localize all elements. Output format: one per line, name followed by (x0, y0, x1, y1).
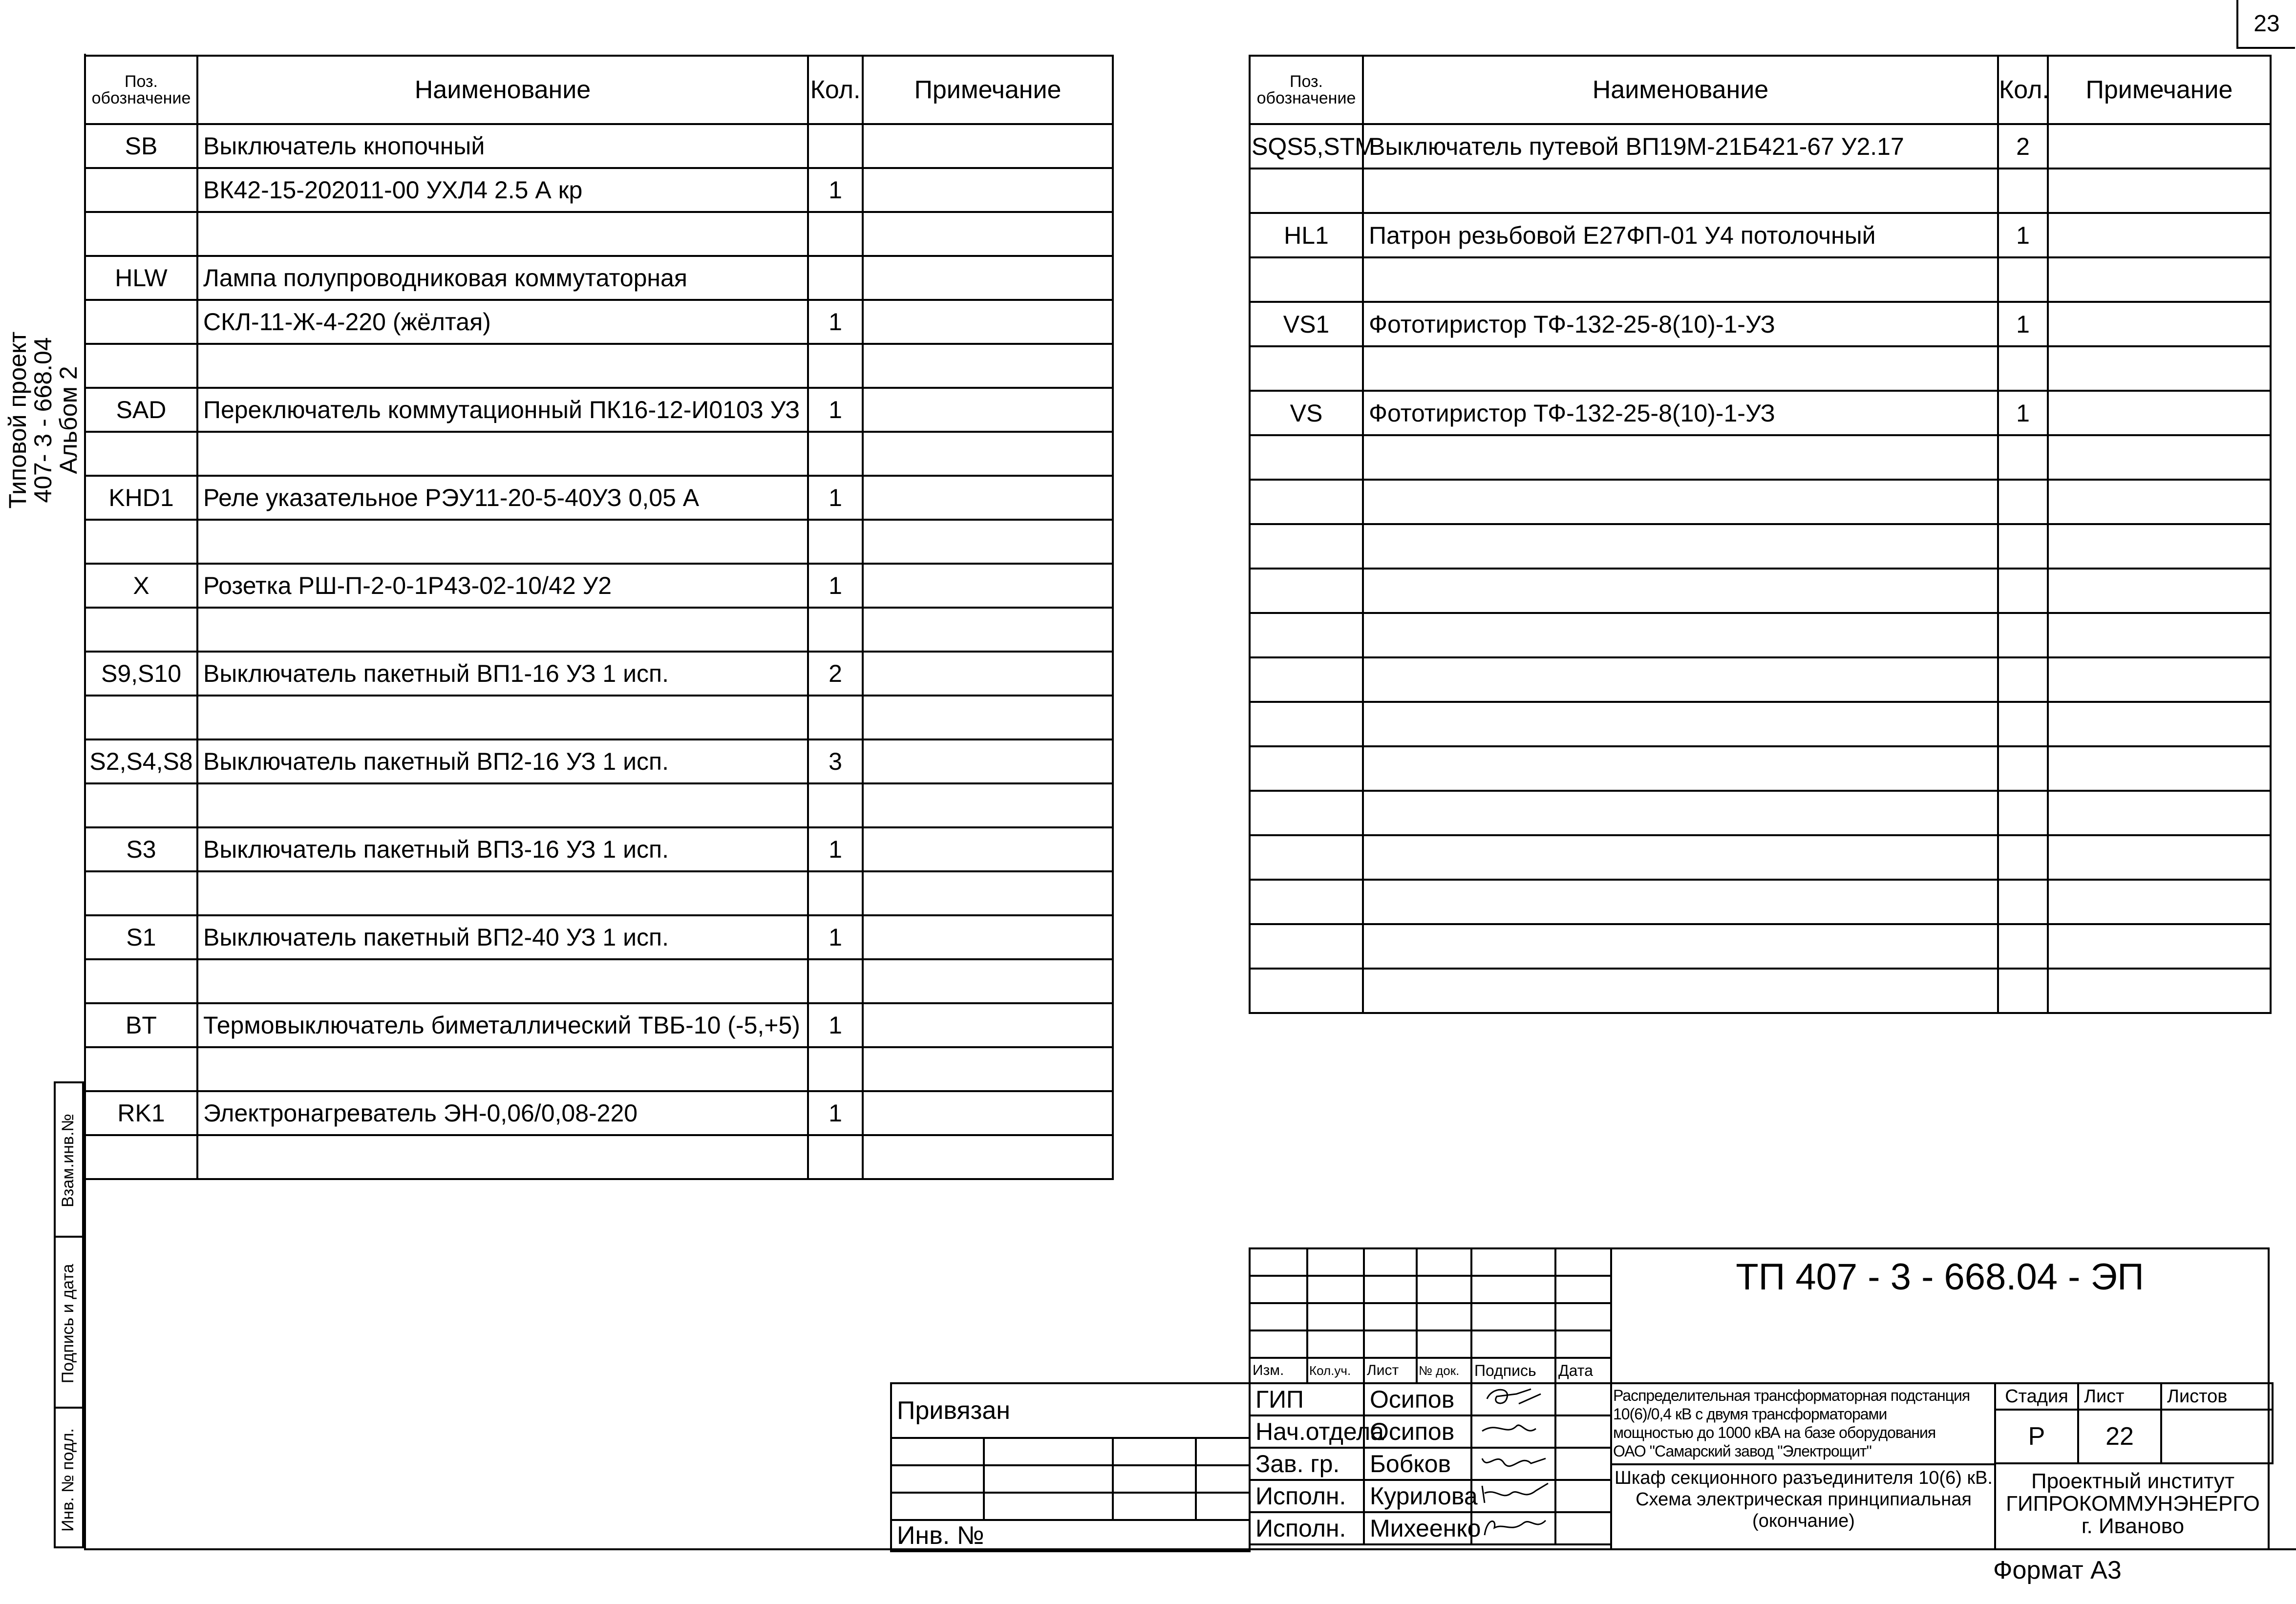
table-row (1250, 702, 2271, 746)
qty-cell (1998, 480, 2048, 524)
note-cell (2048, 835, 2271, 880)
position-cell: VS1 (1250, 302, 1363, 346)
name-cell: Термовыключатель биметаллический ТВБ-10 (-5,+5) (197, 1003, 808, 1047)
note-cell (2048, 880, 2271, 924)
binding-title: Привязан (891, 1383, 1250, 1438)
qty-cell (1998, 613, 2048, 657)
name-cell (1363, 569, 1998, 613)
note-cell (863, 212, 1113, 256)
qty-cell (1998, 169, 2048, 213)
signature-image (1471, 1448, 1555, 1480)
project-title: Распределительная трансформаторная подстанция 10(6)/0,4 кВ с двумя трансформаторами мощностью до 1000 кВА на базе оборудования ОАО "Самарский завод "Электрощит" (1613, 1387, 1970, 1460)
position-cell: SAD (85, 388, 197, 432)
organization: Проектный институт ГИПРОКОММУНЭНЕРГО г. Иваново (2006, 1469, 2260, 1538)
table-row (85, 256, 1113, 300)
qty-cell: 1 (808, 168, 863, 212)
signature-image (1471, 1480, 1555, 1512)
role: Исполн. (1250, 1512, 1364, 1544)
name-cell (1363, 257, 1998, 302)
position-cell: KHD1 (85, 476, 197, 520)
qty-cell (808, 608, 863, 652)
position-cell (1250, 835, 1363, 880)
table-row (85, 300, 1113, 344)
table-row (1250, 969, 2271, 1013)
col-date: Дата (1555, 1358, 1611, 1383)
table-row (85, 871, 1113, 915)
position-cell: SB (85, 124, 197, 168)
note-header: Примечание (863, 56, 1113, 124)
qty-cell (808, 696, 863, 739)
qty-cell (1998, 969, 2048, 1013)
position-cell: BT (85, 1003, 197, 1047)
table-row (1250, 835, 2271, 880)
position-cell (1250, 169, 1363, 213)
qty-cell (808, 1135, 863, 1179)
position-cell: S1 (85, 915, 197, 959)
name-cell: СКЛ-11-Ж-4-220 (жёлтая) (197, 300, 808, 344)
note-cell (863, 1003, 1113, 1047)
position-cell (85, 1047, 197, 1091)
qty-cell (1998, 702, 2048, 746)
note-cell (2048, 569, 2271, 613)
name-cell (1363, 702, 1998, 746)
field-inv-podl: Инв. № подл. (59, 1428, 77, 1532)
name-cell: Выключатель пакетный ВП3-16 УЗ 1 исп. (197, 827, 808, 871)
qty-cell: 2 (1998, 124, 2048, 169)
note-cell (863, 300, 1113, 344)
signature-image (1471, 1383, 1555, 1415)
qty-header: Кол. (808, 56, 863, 124)
note-cell (863, 739, 1113, 783)
qty-cell: 1 (808, 1003, 863, 1047)
stamp-signatures (1249, 1247, 1612, 1545)
position-cell: HL1 (1250, 213, 1363, 257)
format-label: Формат А3 (1993, 1556, 2122, 1584)
note-cell (863, 1091, 1113, 1135)
qty-cell (808, 344, 863, 388)
note-cell (863, 827, 1113, 871)
table-row (1250, 791, 2271, 835)
role: Исполн. (1250, 1480, 1364, 1512)
position-cell (85, 432, 197, 476)
table-row (1250, 480, 2271, 524)
role: Нач.отдела (1250, 1415, 1364, 1448)
note-cell (863, 652, 1113, 696)
qty-cell (808, 871, 863, 915)
note-cell (863, 1135, 1113, 1179)
role: Зав. гр. (1250, 1448, 1364, 1480)
note-cell (2048, 124, 2271, 169)
table-row (85, 608, 1113, 652)
table-row (1250, 346, 2271, 391)
signature-image (1471, 1512, 1555, 1544)
note-cell (2048, 213, 2271, 257)
note-cell (863, 915, 1113, 959)
name-cell (1363, 924, 1998, 969)
table-row (85, 696, 1113, 739)
stage-label: Стадия (1995, 1383, 2078, 1410)
note-cell (863, 783, 1113, 827)
position-cell (85, 959, 197, 1003)
position-cell (1250, 346, 1363, 391)
note-cell (863, 1047, 1113, 1091)
position-cell (85, 1135, 197, 1179)
qty-cell: 1 (808, 1091, 863, 1135)
table-row (85, 652, 1113, 696)
qty-cell: 1 (1998, 302, 2048, 346)
qty-cell (808, 959, 863, 1003)
qty-cell: 1 (808, 564, 863, 608)
binding-inv: Инв. № (891, 1520, 1250, 1551)
person: Курилова (1364, 1480, 1471, 1512)
qty-cell (1998, 880, 2048, 924)
field-zam-inv: Взам.инв.№ (59, 1114, 77, 1207)
name-cell (197, 1135, 808, 1179)
note-cell (2048, 613, 2271, 657)
binding-block (890, 1382, 1251, 1552)
name-cell: Переключатель коммутационный ПК16-12-И0103 УЗ (197, 388, 808, 432)
note-cell (2048, 391, 2271, 435)
position-cell (1250, 924, 1363, 969)
table-row (85, 783, 1113, 827)
name-cell (1363, 480, 1998, 524)
name-cell: Розетка РШ-П-2-0-1Р43-02-10/42 У2 (197, 564, 808, 608)
name-cell (1363, 969, 1998, 1013)
table-row (85, 124, 1113, 168)
name-cell (197, 432, 808, 476)
side-title-line: Альбом 2 (55, 366, 82, 474)
position-cell (1250, 880, 1363, 924)
name-cell: Реле указательное РЭУ11-20-5-40УЗ 0,05 А (197, 476, 808, 520)
sheet-value: 22 (2078, 1410, 2161, 1463)
sheets-value (2161, 1410, 2273, 1463)
table-row (1250, 169, 2271, 213)
name-cell (197, 696, 808, 739)
person: Бобков (1364, 1448, 1471, 1480)
note-cell (2048, 702, 2271, 746)
note-cell (863, 476, 1113, 520)
side-title-line: 407- 3 - 668.04 (29, 337, 57, 503)
name-cell (197, 608, 808, 652)
field-signature-date: Подпись и дата (59, 1264, 77, 1384)
position-cell (85, 344, 197, 388)
position-cell: RK1 (85, 1091, 197, 1135)
name-cell (197, 520, 808, 564)
name-cell (1363, 657, 1998, 702)
table-row (85, 168, 1113, 212)
note-cell (863, 124, 1113, 168)
note-cell (863, 520, 1113, 564)
table-row (1250, 569, 2271, 613)
note-cell (863, 168, 1113, 212)
position-cell (1250, 569, 1363, 613)
qty-cell (1998, 524, 2048, 569)
note-cell (2048, 924, 2271, 969)
note-cell (2048, 791, 2271, 835)
position-cell (1250, 435, 1363, 480)
person: Михеенко (1364, 1512, 1471, 1544)
note-cell (863, 256, 1113, 300)
name-cell (1363, 746, 1998, 791)
name-cell: Электронагреватель ЭН-0,06/0,08-220 (197, 1091, 808, 1135)
position-cell (1250, 613, 1363, 657)
name-cell: Выключатель кнопочный (197, 124, 808, 168)
note-cell (2048, 302, 2271, 346)
role: ГИП (1250, 1383, 1364, 1415)
position-cell (85, 168, 197, 212)
note-cell (2048, 969, 2271, 1013)
position-cell: VS (1250, 391, 1363, 435)
qty-cell: 1 (808, 915, 863, 959)
table-row (85, 1135, 1113, 1179)
qty-cell (1998, 569, 2048, 613)
position-cell (85, 520, 197, 564)
name-cell: Фототиристор ТФ-132-25-8(10)-1-УЗ (1363, 302, 1998, 346)
position-cell: SQS5,STM (1250, 124, 1363, 169)
table-row (1250, 524, 2271, 569)
position-cell (1250, 657, 1363, 702)
signature-image (1471, 1415, 1555, 1448)
name-cell (197, 871, 808, 915)
page-number: 23 (2236, 0, 2295, 49)
note-cell (863, 696, 1113, 739)
note-cell (863, 344, 1113, 388)
table-row (85, 915, 1113, 959)
table-row (85, 1047, 1113, 1091)
table-row (85, 564, 1113, 608)
stage-table (1994, 1382, 2274, 1464)
note-cell (2048, 524, 2271, 569)
name-cell (197, 344, 808, 388)
qty-header: Кол. (1998, 56, 2048, 124)
qty-cell (808, 256, 863, 300)
table-row (85, 432, 1113, 476)
note-cell (863, 388, 1113, 432)
stage-value: Р (1995, 1410, 2078, 1463)
table-row (1250, 257, 2271, 302)
note-cell (2048, 346, 2271, 391)
name-cell (197, 959, 808, 1003)
qty-cell (1998, 435, 2048, 480)
table-row (1250, 880, 2271, 924)
col-izm: Изм. (1250, 1358, 1307, 1383)
position-cell: S9,S10 (85, 652, 197, 696)
name-cell (1363, 346, 1998, 391)
name-cell (1363, 791, 1998, 835)
table-row (1250, 746, 2271, 791)
qty-cell: 2 (808, 652, 863, 696)
table-row (85, 1091, 1113, 1135)
table-row (1250, 124, 2271, 169)
person: Осипов (1364, 1383, 1471, 1415)
side-title-line: Типовой проект (4, 331, 31, 509)
qty-cell (1998, 791, 2048, 835)
qty-cell (808, 212, 863, 256)
table-row (1250, 435, 2271, 480)
note-cell (863, 608, 1113, 652)
name-cell: Фототиристор ТФ-132-25-8(10)-1-УЗ (1363, 391, 1998, 435)
name-cell (1363, 435, 1998, 480)
pos-header: Поз. обозначение (1250, 56, 1363, 124)
table-row (85, 212, 1113, 256)
position-cell (85, 871, 197, 915)
qty-cell (808, 432, 863, 476)
qty-cell: 1 (1998, 213, 2048, 257)
table-row (85, 520, 1113, 564)
note-cell (863, 564, 1113, 608)
pos-header: Поз. обозначение (85, 56, 197, 124)
position-cell: S3 (85, 827, 197, 871)
col-kol-uch: Кол.уч. (1307, 1358, 1364, 1383)
note-cell (2048, 480, 2271, 524)
qty-cell (808, 783, 863, 827)
side-title (5, 317, 93, 523)
table-row (85, 739, 1113, 783)
note-cell (2048, 257, 2271, 302)
right-spec-table (1249, 55, 2272, 1014)
qty-cell: 1 (808, 300, 863, 344)
table-row (1250, 391, 2271, 435)
name-cell: Выключатель пакетный ВП1-16 УЗ 1 исп. (197, 652, 808, 696)
doc-code: ТП 407 - 3 - 668.04 - ЭП (1736, 1256, 2144, 1298)
sheet-title: Шкаф секционного разъединителя 10(6) кВ. Схема электрическая принципиальная (окончание) (1615, 1468, 1993, 1531)
position-cell (1250, 702, 1363, 746)
position-cell (85, 783, 197, 827)
qty-cell (1998, 746, 2048, 791)
position-cell (85, 608, 197, 652)
left-spec-table (84, 55, 1114, 1180)
col-list: Лист (1364, 1358, 1417, 1383)
table-row (1250, 657, 2271, 702)
name-cell (1363, 835, 1998, 880)
qty-cell (1998, 657, 2048, 702)
qty-cell: 1 (808, 476, 863, 520)
table-row (85, 827, 1113, 871)
table-row (85, 388, 1113, 432)
name-cell (1363, 613, 1998, 657)
person: Осипов (1364, 1415, 1471, 1448)
note-cell (2048, 169, 2271, 213)
table-row (1250, 613, 2271, 657)
name-cell (197, 783, 808, 827)
name-cell (197, 212, 808, 256)
name-cell (1363, 169, 1998, 213)
name-cell (197, 1047, 808, 1091)
table-row (85, 344, 1113, 388)
qty-cell (1998, 346, 2048, 391)
qty-cell: 1 (808, 388, 863, 432)
position-cell (1250, 524, 1363, 569)
position-cell: HLW (85, 256, 197, 300)
name-cell: Патрон резьбовой Е27ФП-01 У4 потолочный (1363, 213, 1998, 257)
position-cell (85, 300, 197, 344)
table-row (85, 476, 1113, 520)
name-header: Наименование (197, 56, 808, 124)
position-cell (85, 212, 197, 256)
col-doc-no: № док. (1417, 1358, 1471, 1383)
qty-cell: 3 (808, 739, 863, 783)
name-cell: Выключатель пакетный ВП2-40 УЗ 1 исп. (197, 915, 808, 959)
name-cell: Лампа полупроводниковая коммутаторная (197, 256, 808, 300)
qty-cell (808, 124, 863, 168)
position-cell: S2,S4,S8 (85, 739, 197, 783)
qty-cell (1998, 257, 2048, 302)
qty-cell (1998, 924, 2048, 969)
table-row (85, 959, 1113, 1003)
table-row (1250, 302, 2271, 346)
position-cell: X (85, 564, 197, 608)
note-cell (863, 432, 1113, 476)
sheet-label: Лист (2078, 1383, 2161, 1410)
note-cell (2048, 746, 2271, 791)
position-cell (1250, 791, 1363, 835)
name-cell (1363, 880, 1998, 924)
qty-cell (808, 520, 863, 564)
sheets-label: Листов (2161, 1383, 2273, 1410)
table-row (1250, 213, 2271, 257)
name-cell: ВК42-15-202011-00 УХЛ4 2.5 А кр (197, 168, 808, 212)
table-row (1250, 924, 2271, 969)
position-cell (1250, 257, 1363, 302)
note-cell (863, 959, 1113, 1003)
qty-cell: 1 (808, 827, 863, 871)
name-cell: Выключатель пакетный ВП2-16 УЗ 1 исп. (197, 739, 808, 783)
position-cell (85, 696, 197, 739)
name-cell (1363, 524, 1998, 569)
note-cell (863, 871, 1113, 915)
note-cell (2048, 657, 2271, 702)
note-header: Примечание (2048, 56, 2271, 124)
qty-cell (1998, 835, 2048, 880)
name-header: Наименование (1363, 56, 1998, 124)
position-cell (1250, 746, 1363, 791)
table-row (85, 1003, 1113, 1047)
qty-cell (808, 1047, 863, 1091)
position-cell (1250, 969, 1363, 1013)
position-cell (1250, 480, 1363, 524)
note-cell (2048, 435, 2271, 480)
qty-cell: 1 (1998, 391, 2048, 435)
name-cell: Выключатель путевой ВП19М-21Б421-67 У2.17 (1363, 124, 1998, 169)
col-signature: Подпись (1471, 1358, 1555, 1383)
